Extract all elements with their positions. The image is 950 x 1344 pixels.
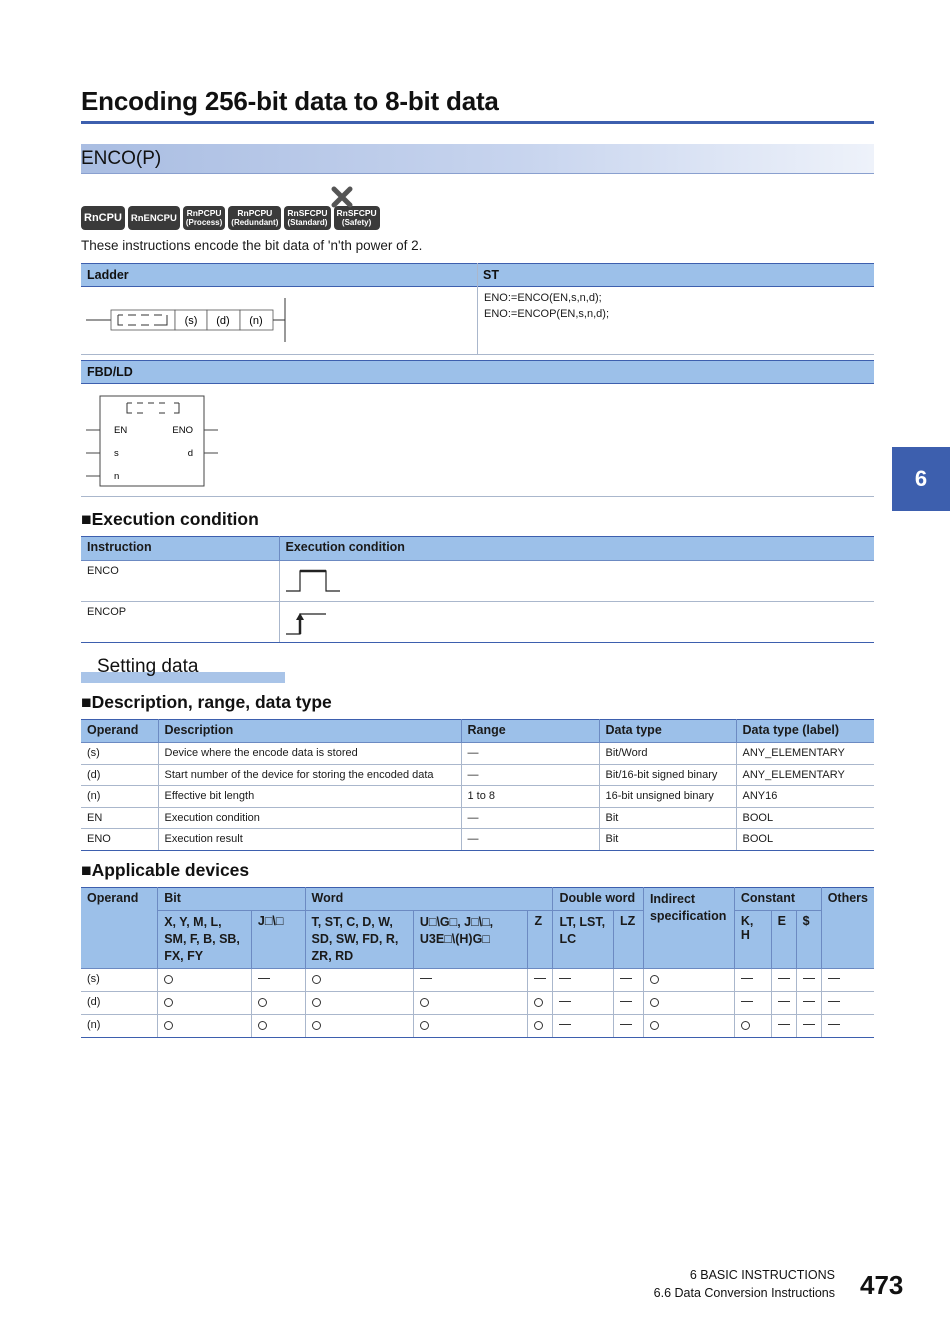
dev-cell (821, 969, 874, 992)
not-applicable-dash-icon (534, 978, 546, 979)
dev-sub-s: $ (796, 911, 821, 969)
execution-condition-table (81, 536, 874, 643)
exec-row-instruction: ENCO (81, 561, 279, 602)
dev-cell (528, 992, 553, 1015)
desc-data-type-label: BOOL (736, 807, 874, 829)
desc-data-type-label: ANY_ELEMENTARY (736, 764, 874, 786)
chapter-tab[interactable]: 6 (892, 447, 950, 511)
cpu-badge: RnSFCPU (Standard) (284, 206, 330, 230)
not-applicable-dash-icon (803, 978, 815, 979)
page-title: Encoding 256-bit data to 8-bit data (81, 86, 499, 116)
dev-cell (553, 992, 614, 1015)
desc-data-type: 16-bit unsigned binary (599, 786, 736, 808)
col-operand: Operand (81, 720, 158, 743)
desc-description: Execution condition (158, 807, 461, 829)
dev-cell (251, 1015, 305, 1038)
col-range: Range (461, 720, 599, 743)
not-applicable-dash-icon (620, 1001, 632, 1002)
dev-cell (796, 992, 821, 1015)
desc-range: 1 to 8 (461, 786, 599, 808)
on-while-icon (284, 567, 354, 597)
desc-operand: EN (81, 807, 158, 829)
dev-cell (613, 1015, 643, 1038)
dev-row (81, 992, 874, 1015)
applicable-circle-icon (420, 998, 429, 1007)
dev-col-constant: Constant (734, 888, 821, 911)
desc-data-type-label: BOOL (736, 829, 874, 851)
exec-row-condition (279, 602, 874, 643)
ladder-diagram (81, 287, 477, 354)
desc-data-type: Bit (599, 829, 736, 851)
desc-data-type-label: ANY16 (736, 786, 874, 808)
dev-row-operand: (n) (81, 1015, 158, 1038)
desc-operand: (d) (81, 764, 158, 786)
execution-condition-heading: ■Execution condition (81, 509, 259, 529)
desc-operand: (s) (81, 743, 158, 765)
dev-cell (643, 1015, 734, 1038)
desc-range: — (461, 807, 599, 829)
dev-cell (553, 969, 614, 992)
dev-col-word: Word (305, 888, 553, 911)
dev-col-others: Others (821, 888, 874, 969)
fbd-pin-eno: ENO (172, 425, 193, 436)
ladder-operand: (n) (249, 315, 263, 327)
not-applicable-dash-icon (620, 1024, 632, 1025)
applicable-circle-icon (312, 975, 321, 984)
desc-range: — (461, 764, 599, 786)
applicable-circle-icon (741, 1021, 750, 1030)
fbd-pin-s: s (114, 448, 119, 459)
not-applicable-dash-icon (828, 1024, 840, 1025)
not-applicable-dash-icon (828, 978, 840, 979)
not-applicable-dash-icon (559, 1001, 571, 1002)
instruction-header-bar (81, 144, 874, 174)
applicable-circle-icon (258, 1021, 267, 1030)
not-applicable-dash-icon (559, 978, 571, 979)
col-description: Description (158, 720, 461, 743)
intro-text: These instructions encode the bit data of 'n'th power of 2. (81, 238, 423, 253)
desc-range: — (461, 829, 599, 851)
not-applicable-dash-icon (803, 1024, 815, 1025)
not-supported-x-icon (331, 186, 353, 208)
fbd-pin-n: n (114, 471, 120, 482)
dev-cell (771, 1015, 796, 1038)
title-rule (81, 121, 874, 124)
not-applicable-dash-icon (778, 1001, 790, 1002)
dev-cell (158, 969, 252, 992)
applicable-circle-icon (534, 998, 543, 1007)
dev-cell (413, 1015, 528, 1038)
dev-cell (734, 992, 771, 1015)
desc-operand: ENO (81, 829, 158, 851)
dev-cell (251, 969, 305, 992)
dev-cell (796, 1015, 821, 1038)
dev-cell (771, 969, 796, 992)
cpu-badge: RnSFCPU (Safety) (334, 206, 380, 230)
desc-description: Device where the encode data is stored (158, 743, 461, 765)
description-table (81, 719, 874, 851)
dev-cell (413, 992, 528, 1015)
dev-cell (643, 992, 734, 1015)
applicable-devices-table (81, 887, 874, 1038)
dev-sub-e: E (771, 911, 796, 969)
footer-chapter: 6 BASIC INSTRUCTIONS (689, 1268, 835, 1282)
cpu-badge: RnENCPU (128, 206, 180, 230)
dev-cell (734, 1015, 771, 1038)
applicable-circle-icon (534, 1021, 543, 1030)
dev-cell (528, 969, 553, 992)
dev-cell (771, 992, 796, 1015)
dev-cell (821, 992, 874, 1015)
not-applicable-dash-icon (741, 1001, 753, 1002)
not-applicable-dash-icon (778, 1024, 790, 1025)
dev-cell (553, 1015, 614, 1038)
rising-edge-icon (284, 608, 354, 638)
footer-section: 6.6 Data Conversion Instructions (653, 1286, 835, 1300)
dev-col-operand: Operand (81, 888, 158, 969)
dev-cell (305, 992, 413, 1015)
page-number: 473 (860, 1270, 904, 1300)
applicable-circle-icon (312, 998, 321, 1007)
cpu-badge: RnPCPU (Redundant) (228, 206, 281, 230)
dev-cell (821, 1015, 874, 1038)
dev-row-operand: (d) (81, 992, 158, 1015)
desc-description: Effective bit length (158, 786, 461, 808)
desc-data-type-label: ANY_ELEMENTARY (736, 743, 874, 765)
not-applicable-dash-icon (803, 1001, 815, 1002)
dev-cell (158, 1015, 252, 1038)
col-data-type-label: Data type (label) (736, 720, 874, 743)
applicable-circle-icon (312, 1021, 321, 1030)
col-execution-condition: Execution condition (279, 537, 874, 561)
dev-row-operand: (s) (81, 969, 158, 992)
exec-row-instruction: ENCOP (81, 602, 279, 643)
not-applicable-dash-icon (828, 1001, 840, 1002)
cpu-badges (81, 206, 380, 230)
desc-description: Execution result (158, 829, 461, 851)
dev-col-indirect: Indirect specification (643, 888, 734, 969)
not-applicable-dash-icon (778, 978, 790, 979)
dev-cell (413, 969, 528, 992)
not-applicable-dash-icon (620, 978, 632, 979)
instruction-name: ENCO(P) (81, 148, 162, 169)
applicable-devices-heading: ■Applicable devices (81, 860, 250, 880)
applicable-circle-icon (164, 1021, 173, 1030)
col-instruction: Instruction (81, 537, 279, 561)
desc-range: — (461, 743, 599, 765)
applicable-circle-icon (650, 975, 659, 984)
fbd-pin-en: EN (114, 425, 128, 436)
dev-cell (528, 1015, 553, 1038)
not-applicable-dash-icon (741, 978, 753, 979)
setting-data-title: Setting data (81, 656, 285, 683)
not-applicable-dash-icon (258, 978, 270, 979)
dev-cell (613, 969, 643, 992)
applicable-circle-icon (164, 998, 173, 1007)
applicable-circle-icon (258, 998, 267, 1007)
dev-cell (613, 992, 643, 1015)
dev-sub-word1: T, ST, C, D, W, SD, SW, FD, R, ZR, RD (305, 911, 413, 969)
dev-sub-dw1: LT, LST, LC (553, 911, 614, 969)
ladder-st-table (81, 263, 874, 355)
col-data-type: Data type (599, 720, 736, 743)
dev-cell (251, 992, 305, 1015)
desc-operand: (n) (81, 786, 158, 808)
st-line: ENO:=ENCO(EN,s,n,d); (484, 292, 602, 304)
ladder-operand: (s) (184, 315, 198, 327)
fbd-bottom-rule (81, 496, 874, 497)
desc-description: Start number of the device for storing the encoded data (158, 764, 461, 786)
dev-sub-dw2: LZ (613, 911, 643, 969)
desc-data-type: Bit/Word (599, 743, 736, 765)
dev-row (81, 1015, 874, 1038)
dev-rows (81, 969, 874, 1038)
dev-cell (796, 969, 821, 992)
dev-cell (734, 969, 771, 992)
dev-sub-word2: U□\G□, J□\□, U3E□\(H)G□ (413, 911, 528, 969)
dev-sub-word3: Z (528, 911, 553, 969)
dev-col-double-word: Double word (553, 888, 643, 911)
st-line: ENO:=ENCOP(EN,s,n,d); (484, 308, 610, 320)
fbd-pin-d: d (187, 448, 193, 459)
desc-data-type: Bit/16-bit signed binary (599, 764, 736, 786)
desc-data-type: Bit (599, 807, 736, 829)
dev-cell (305, 1015, 413, 1038)
not-applicable-dash-icon (420, 978, 432, 979)
fbd-header: FBD/LD (81, 360, 874, 384)
not-applicable-dash-icon (559, 1024, 571, 1025)
applicable-circle-icon (650, 1021, 659, 1030)
cpu-badge: RnCPU (81, 206, 125, 230)
applicable-circle-icon (420, 1021, 429, 1030)
description-heading: ■Description, range, data type (81, 692, 332, 712)
dev-cell (643, 969, 734, 992)
ladder-operand: (d) (216, 315, 230, 327)
ladder-header: Ladder (87, 268, 129, 282)
fbd-block-diagram (81, 390, 241, 494)
dev-col-bit: Bit (158, 888, 305, 911)
dev-sub-k: K, H (734, 911, 771, 969)
applicable-circle-icon (164, 975, 173, 984)
dev-cell (305, 969, 413, 992)
dev-cell (158, 992, 252, 1015)
st-header: ST (483, 268, 499, 282)
applicable-circle-icon (650, 998, 659, 1007)
dev-sub-bit2: J□\□ (251, 911, 305, 969)
dev-row (81, 969, 874, 992)
exec-row-condition (279, 561, 874, 602)
st-code (484, 290, 609, 322)
cpu-badge: RnPCPU (Process) (183, 206, 225, 230)
dev-sub-bit1: X, Y, M, L, SM, F, B, SB, FX, FY (158, 911, 252, 969)
